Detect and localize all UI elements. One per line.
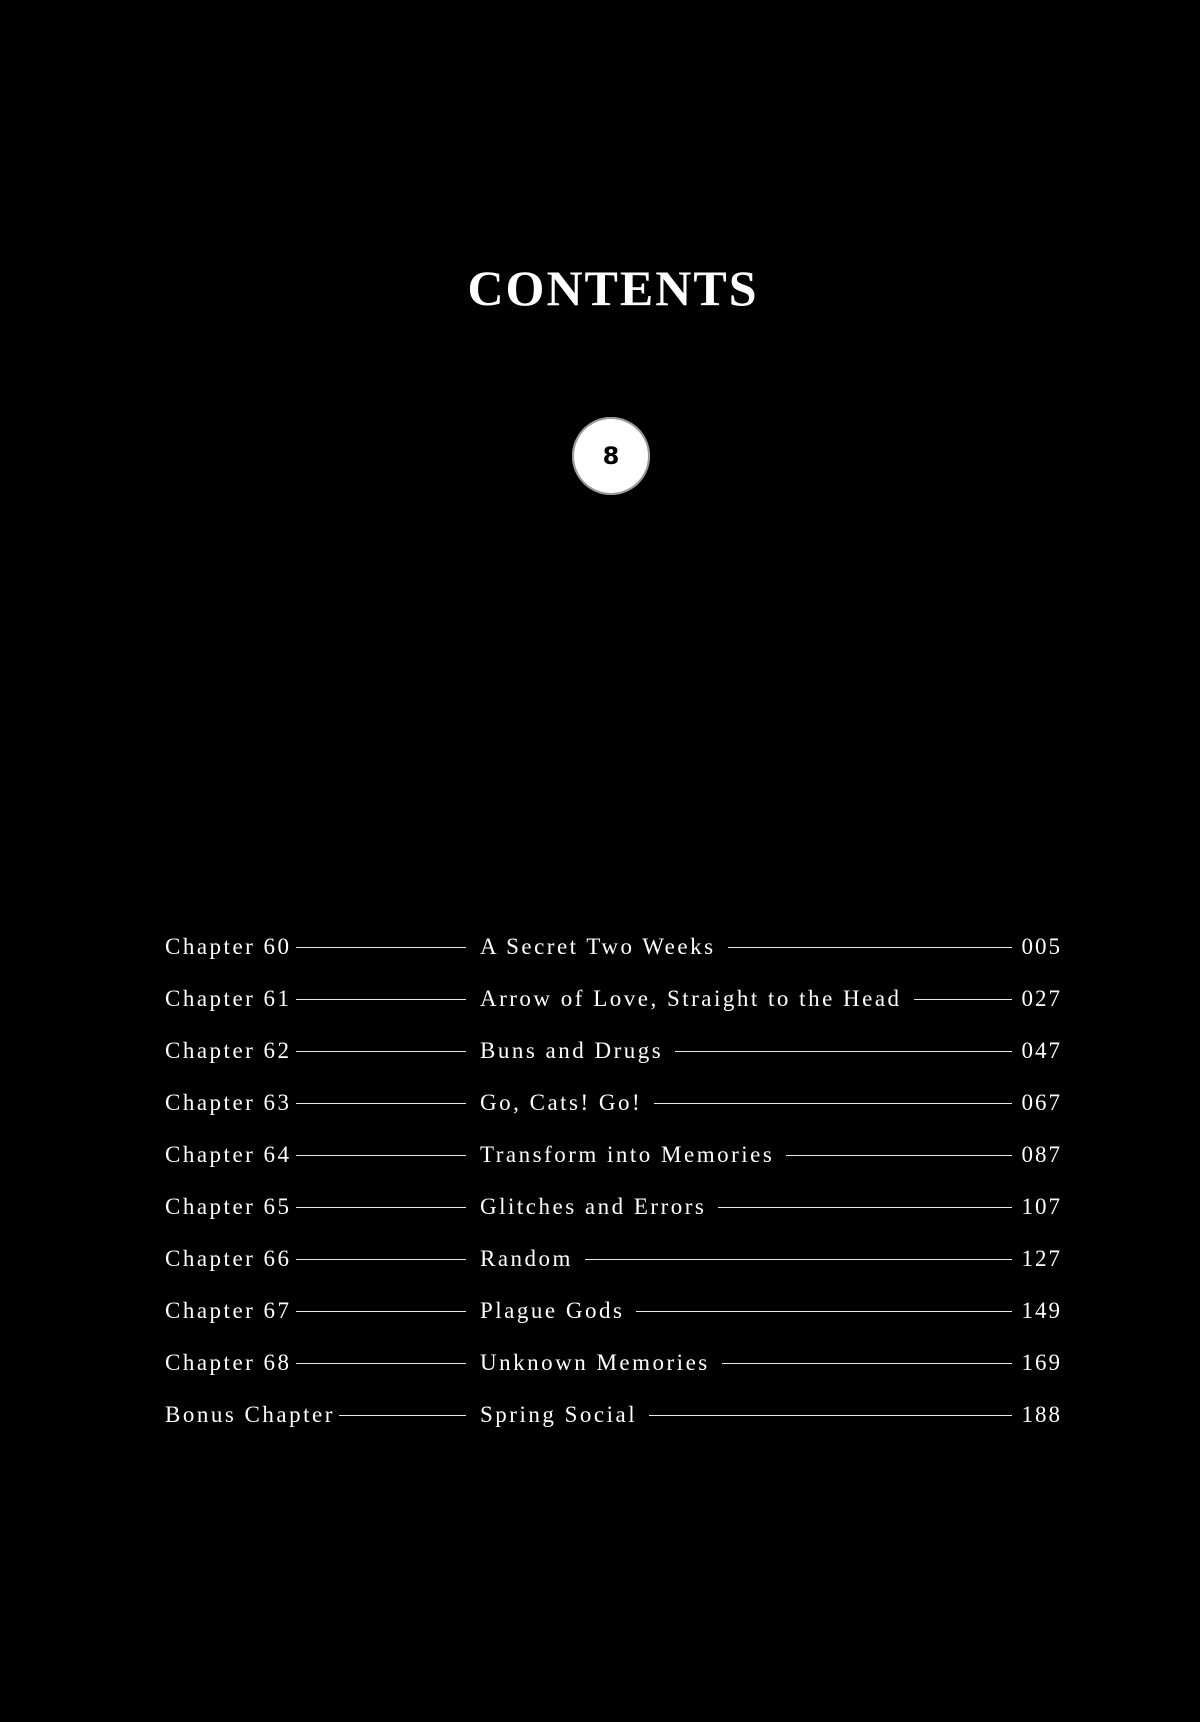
page-number: 127 (1021, 1246, 1062, 1271)
leader-line (718, 1207, 1011, 1208)
chapter-label: Chapter 68 (165, 1350, 292, 1375)
toc-row[interactable] (165, 1025, 1062, 1077)
page-title: CONTENTS (467, 260, 759, 316)
toc-row[interactable] (165, 973, 1062, 1025)
page-number: 087 (1021, 1142, 1062, 1167)
chapter-title: Buns and Drugs (480, 1038, 664, 1063)
chapter-title: Glitches and Errors (480, 1194, 707, 1219)
page-number: 047 (1021, 1038, 1062, 1063)
chapter-title: Transform into Memories (480, 1142, 775, 1167)
toc-row[interactable] (165, 1285, 1062, 1337)
page-number: 067 (1021, 1090, 1062, 1115)
leader-line (296, 1155, 466, 1156)
toc-row[interactable] (165, 1181, 1062, 1233)
leader-line (914, 999, 1012, 1000)
chapter-label: Chapter 60 (165, 934, 292, 959)
volume-number-badge (572, 417, 650, 495)
chapter-label: Chapter 61 (165, 986, 292, 1011)
leader-line (636, 1311, 1011, 1312)
table-of-contents (165, 921, 1062, 1441)
leader-line (296, 947, 466, 948)
chapter-title: Random (480, 1246, 573, 1271)
toc-row[interactable] (165, 921, 1062, 973)
page-number: 188 (1021, 1402, 1062, 1427)
chapter-title: A Secret Two Weeks (480, 934, 716, 959)
page-number: 169 (1021, 1350, 1062, 1375)
chapter-title: Plague Gods (480, 1298, 625, 1323)
toc-row[interactable] (165, 1337, 1062, 1389)
leader-line (296, 1363, 466, 1364)
page-number: 005 (1021, 934, 1062, 959)
leader-line (675, 1051, 1011, 1052)
page-number: 149 (1021, 1298, 1062, 1323)
leader-line (296, 1259, 466, 1260)
page-number: 027 (1021, 986, 1062, 1011)
leader-line (786, 1155, 1011, 1156)
chapter-label: Chapter 62 (165, 1038, 292, 1063)
leader-line (728, 947, 1012, 948)
leader-line (296, 1207, 466, 1208)
leader-line (722, 1363, 1012, 1364)
toc-row[interactable] (165, 1129, 1062, 1181)
toc-row[interactable] (165, 1389, 1062, 1441)
chapter-title: Arrow of Love, Straight to the Head (480, 986, 902, 1011)
leader-line (296, 1103, 466, 1104)
leader-line (296, 999, 466, 1000)
toc-row[interactable] (165, 1077, 1062, 1129)
chapter-label: Chapter 64 (165, 1142, 292, 1167)
leader-line (649, 1415, 1011, 1416)
chapter-title: Spring Social (480, 1402, 638, 1427)
leader-line (654, 1103, 1011, 1104)
chapter-label: Chapter 66 (165, 1246, 292, 1271)
leader-line (296, 1311, 466, 1312)
chapter-label: Chapter 67 (165, 1298, 292, 1323)
chapter-label: Chapter 65 (165, 1194, 292, 1219)
page-number: 107 (1021, 1194, 1062, 1219)
toc-row[interactable] (165, 1233, 1062, 1285)
chapter-title: Unknown Memories (480, 1350, 710, 1375)
chapter-label: Chapter 63 (165, 1090, 292, 1115)
chapter-title: Go, Cats! Go! (480, 1090, 643, 1115)
leader-line (339, 1415, 466, 1416)
volume-number: 8 (602, 442, 620, 470)
chapter-label: Bonus Chapter (165, 1402, 335, 1427)
leader-line (585, 1259, 1012, 1260)
leader-line (296, 1051, 466, 1052)
